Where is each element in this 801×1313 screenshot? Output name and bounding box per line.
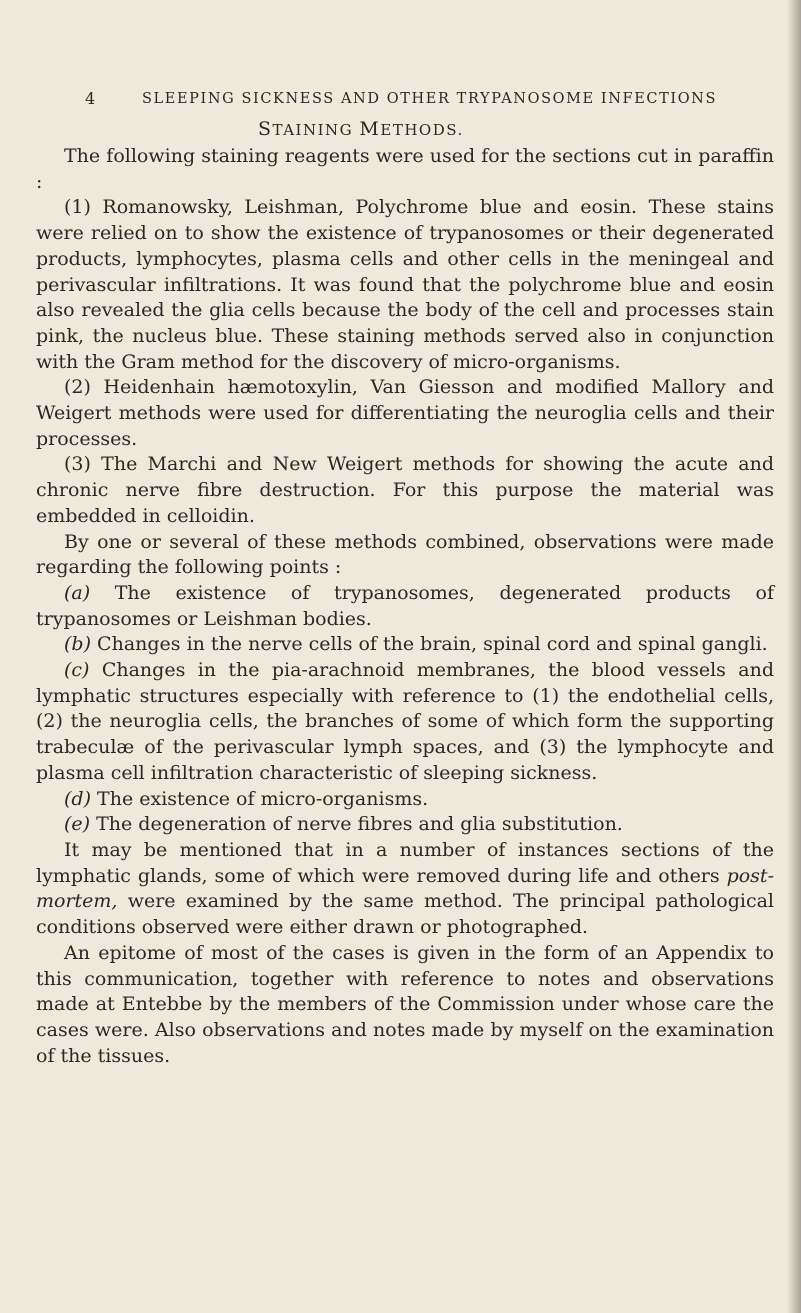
point-b-text: Changes in the nerve cells of the brain, spinal cord and spinal gangli. bbox=[91, 633, 768, 656]
point-d-text: The existence of micro-organisms. bbox=[91, 787, 429, 810]
paragraph-method-3: (3) The Marchi and New Weigert methods for showing the acute and chronic nerve fibre destruction. For this purpose the material was embedded in celloidin. bbox=[36, 453, 774, 527]
paragraph-method-1: (1) Romanowsky, Leishman, Polychrome blue and eosin. These stains were relied on to show the existence of trypanosomes or their degenerated products, lymphocytes, plasma cells and other cells in the meningeal and perivascular infiltrations. It was found that the polychrome blue and eosin also revealed the glia cells because the body of the cell and processes stain pink, the nucleus blue. These staining methods served also in conjunction with the Gram method for the discovery of micro-organisms. bbox=[36, 196, 774, 373]
page-number: 4 bbox=[85, 89, 96, 108]
point-d-label: (d) bbox=[64, 787, 91, 810]
point-a bbox=[36, 581, 774, 632]
post-mortem-italic: post-mortem, bbox=[36, 864, 774, 913]
title-initial-2: M bbox=[359, 118, 381, 140]
paragraph-points-intro: By one or several of these methods combined, observations were made regarding the following points : bbox=[36, 530, 774, 579]
paragraph-intro: The following staining reagents were used for the sections cut in paraffin : bbox=[36, 145, 774, 193]
running-title: SLEEPING SICKNESS AND OTHER TRYPANOSOME INFECTIONS bbox=[142, 91, 717, 107]
lymphatic-text-2: were examined by the same method. The principal pathological conditions observed were either drawn or photographed. bbox=[36, 890, 774, 939]
point-c bbox=[36, 658, 774, 787]
section-title bbox=[258, 118, 578, 140]
paragraph-lymphatic bbox=[36, 838, 774, 941]
point-e bbox=[36, 812, 774, 838]
title-smallcaps-2: ETHODS. bbox=[380, 121, 464, 139]
point-a-label: (a) bbox=[64, 581, 91, 604]
page-edge-shadow bbox=[787, 0, 801, 1313]
paragraph-method-2: (2) Heidenhain hæmotoxylin, Van Giesson and modified Mallory and Weigert methods were used for differentiating the neuroglia cells and their processes. bbox=[36, 376, 774, 450]
point-a-text: The existence of trypanosomes, degenerated products of trypanosomes or Leishman bodies. bbox=[36, 581, 774, 630]
lymphatic-text-1: It may be mentioned that in a number of instances sections of the lymphatic glands, some of which were removed during life and others bbox=[36, 838, 774, 887]
point-e-label: (e) bbox=[64, 813, 91, 836]
point-b bbox=[36, 632, 774, 658]
point-b-label: (b) bbox=[64, 633, 91, 656]
point-e-text: The degeneration of nerve fibres and glia substitution. bbox=[90, 813, 623, 836]
point-c-text: Changes in the pia-arachnoid membranes, the blood vessels and lymphatic structures especially with reference to (1) the endothelial cells, (2) the neuroglia cells, the branches of some of which form the supporting trabeculæ of the perivascular lymph spaces, and (3) the lymphocyte and plasma cell infiltration characteristic of sleeping sickness. bbox=[36, 659, 774, 784]
body-text bbox=[36, 144, 774, 1069]
paragraph-epitome: An epitome of most of the cases is given in the form of an Appendix to this communication, together with reference to notes and observations made at Entebbe by the members of the Commission under whose care the cases were. Also observations and notes made by myself on the examination of the tissues. bbox=[36, 941, 774, 1067]
title-initial-1: S bbox=[258, 118, 273, 140]
title-smallcaps-1: TAINING bbox=[272, 121, 360, 139]
point-c-label: (c) bbox=[64, 659, 90, 682]
point-d bbox=[36, 787, 774, 813]
